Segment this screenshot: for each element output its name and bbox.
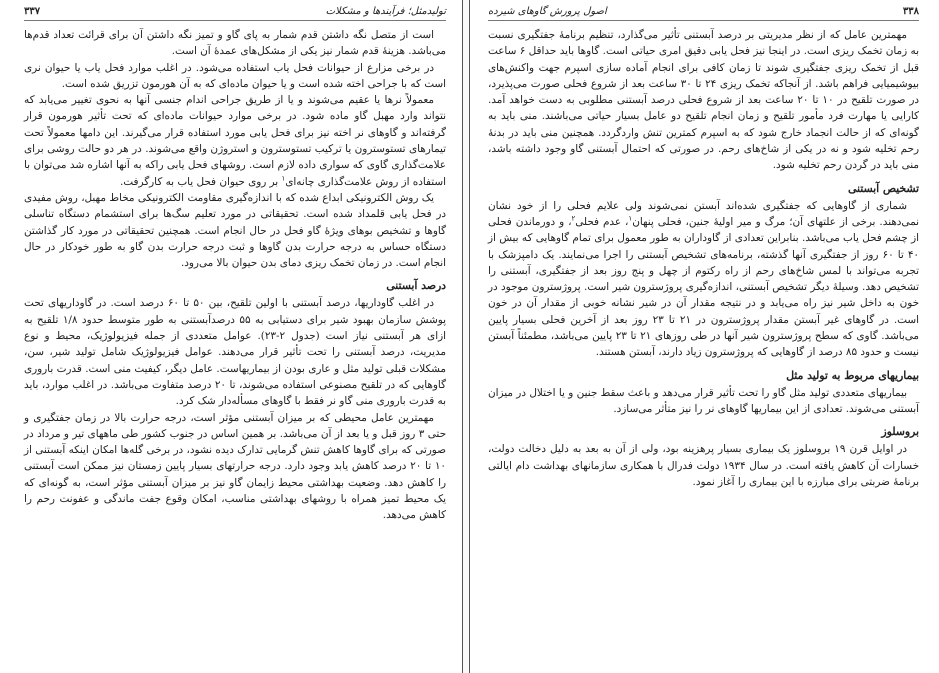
left-header-title: تولیدمثل؛ فرآیندها و مشکلات <box>325 6 446 17</box>
right-paragraph-2-part-a: شماری از گاوهایی که جفتگیری شده‌اند آبستن نمی‌شوند ولی علایم فحلی را از خود نشان نمی‌دهند. برخی از علتهای آن؛ مرگ و میر اولیهٔ جنین، فحلی پنهان <box>488 199 919 228</box>
footnote-mark-1: ۱ <box>628 214 633 223</box>
left-page-number: ۳۳۷ <box>24 6 41 17</box>
footnote-mark-2: ۲ <box>571 214 576 223</box>
left-running-head <box>24 6 446 21</box>
left-paragraph-3-part-a: معمولاً نرها یا عقیم می‌شوند و یا از طریق جراحی اندام جنسی آنها به نحوی تغییر می‌یابد که نتواند وارد مهبل گاو ماده شود. در برخی موارد حیوانات ماده‌ای که تحت تأثیر هورمون قرار گرفته‌اند و گاوهای نر اخته نیز برای فحل یابی مورد استفاده قرار می‌گیرند. این دامها معمولاً تحت تیمارهای تستوسترون یا ترکیب تستوسترون و استروژن واقع می‌شوند. در هر دو حالت روشی برای علامت‌گذاری گاوی که سواری داده لازم است. روشهای فحل یابی راکه به آنها اشاره شد می‌توان با استفاده از روش علامت‌گذاری چانه‌ای <box>24 94 446 188</box>
right-running-head <box>488 6 919 21</box>
left-paragraph-1: است از متصل نگه داشتن قدم شمار به پای گاو و تمیز نگه داشتن آن برای قرائت تعداد قدم‌ها می‌باشد. هزینهٔ قدم شمار نیز یکی از مشکل‌های عمدهٔ آن است. <box>24 29 446 58</box>
right-paragraph-2-part-b: ، عدم فحلی <box>575 215 629 228</box>
left-paragraph-5: در اغلب گاوداریها، درصد آبستنی با اولین تلقیح، بین ۵۰ تا ۶۰ درصد است. در گاوداریهای تحت پوشش سازمان بهبود شیر برای دستیابی به ۵۵ درصدآبستنی به طور متوسط حدود ۱/۸ تلقیح به ازای هر آبستنی نیاز است (جدول ۲-۲۳). عوامل متعددی از جمله فیزیولوژیک، محیط و نوع مدیریت، درصد آبستنی را تحت تأثیر قرار می‌دهند. عوامل فیزیولوژیک شامل تولید شیر، سن، مشکلات قبلی تولید مثل و عاری بودن از بیماریهاست. عامل دیگر، کیفیت منی است. قدرت باروری گاوهایی که در تلقیح مصنوعی استفاده می‌شوند، تا ۲۰ درصد متفاوت می‌باشد. در اغلب موارد، باید به قدرت باروری منی گاو نر فقط با گاوهای مسأله‌دار شک کرد. <box>24 297 447 408</box>
right-paragraph-4: در اوایل قرن ۱۹ بروسلوز یک بیماری بسیار پرهزینه بود، ولی از آن به بعد به دلیل دخالت دولت، خسارات آن کاهش یافته است. در سال ۱۹۳۴ دولت فدرال با همکاری سازمانهای بهداشت دام ایالتی برنامهٔ ضربتی برای مبارزه با این بیماری را آغاز نمود. <box>488 443 919 488</box>
right-page <box>470 0 939 673</box>
right-header-title: اصول پرورش گاوهای شیرده <box>488 6 607 17</box>
book-gutter <box>462 0 470 673</box>
right-paragraph-2-part-c: ، و دورماندن فحلی از چشم فحل یاب می‌باشد. بنابراین تعدادی از گاوداران به طور معمول برای تمام گاوهایی که بیش از ۴۰ تا ۶۰ روز از جفتگیری آنها گذشته، برنامه‌های تشخیص آبستنی را اجرا می‌نمایند. یک دامپزشک با تجربه می‌تواند با لمس شاخ‌های رحم از راه رکتوم از چهل و پنج روز بعد از جفتگیری، آبستنی را تشخیص دهد. وسیلهٔ دیگر تشخیص آبستنی، اندازه‌گیری پروژسترون شیر است. پروژسترون موجود در خون به داخل شیر نیز راه می‌یابد و در نتیجه مقدار آن در شیر نشانه خوبی از مقدار آن در خون است. در گاوهای غیر آبستن مقدار پروژسترون در ۲۱ تا ۲۳ روز بعد از آخرین فحلی بسیار پایین می‌باشد. گاوی که سطح پروژسترون شیر آنها در طی روزهای ۲۱ تا ۲۳ پایین می‌باشد، مطمئناً آبستن نیست و حدود ۸۵ درصد از گاوهایی که پروژسترون زیاد دارند، آبستن هستند. <box>488 215 919 359</box>
left-paragraph-4: یک روش الکترونیکی ابداع شده که با اندازه‌گیری مقاومت الکترونیکی مخاط مهبل، روش مفیدی در فحل یابی قلمداد شده است. تحقیقاتی در مورد تعلیم سگ‌ها برای استشمام دستگاه تناسلی گاوها و تشخیص بوهای ویژهٔ گاو فحل در حال انجام است. همچنین تحقیقاتی در مورد کار گذاشتن دستگاه حساس به درجه حرارت بدن گاوها و ثبت درجه حرارت بدن گاو به طور خودکار در حال انجام است. در زمان تخمک ریزی دمای بدن حیوان بالا می‌رود. <box>24 191 446 270</box>
heading-pregnancy-diagnosis: تشخیص آبستنی <box>847 181 919 195</box>
right-page-number: ۳۳۸ <box>902 6 919 17</box>
left-footnote-mark-1: ۱ <box>281 174 286 183</box>
right-paragraph-2 <box>488 198 919 361</box>
heading-brucellosis: بروسلوز <box>881 425 919 439</box>
left-page <box>0 0 462 673</box>
right-paragraph-1: مهمترین عامل که از نظر مدیریتی بر درصد آبستنی تأثیر می‌گذارد، تنظیم برنامهٔ جفتگیری نسبت به زمان تخمک ریزی است. در اینجا نیز فحل یابی دقیق امری حیاتی است. گاوها باید حداقل ۶ ساعت قبل از تخمک ریزی جفتگیری شوند تا زمان کافی برای انجام آماده سازی اسپرم جهت واکنش‌های بیوشیمیایی فراهم باشد. از آنجاکه تخمک ریزی ۲۴ تا ۳۰ ساعت بعد از شروع فحلی صورت می‌پذیرد، در صورت تلقیح در ۱۰ تا ۲۰ ساعت بعد از شروع فحلی درصد آبستنی مطلوبی به دست خواهد آمد. کارایی یا مهارت فرد مأمور تلقیح و زمان انجام تلقیح دو عامل بسیار حیاتی می‌باشند. منی باید به گونه‌ای که از حالت انجماد خارج شود که به اسپرم کمترین تنش واردگردد. همچنین منی باید در بدنهٔ رحم تخلیه شود و نه در یکی از شاخ‌های رحم. در صورتی که احتمال آبستنی گاو وجود داشته باشد، منی باید در گردن رحم تخلیه شود. <box>488 29 920 172</box>
left-paragraph-6: مهمترین عامل محیطی که بر میزان آبستنی مؤثر است، درجه حرارت بالا در زمان جفتگیری و حتی ۳ روز قبل و یا بعد از آن می‌باشد. بر همین اساس در جنوب کشور طی ماههای تیر و مرداد در صورتی که برای گاوها کاهش تنش گرمایی تدارک دیده نشود، در برخی گله‌ها امکان اینکه آبستنی از ۱۰ تا ۲۰ درصد کاهش یابد وجود دارد. درجه حرارتهای بسیار پایین زمستان نیز ممکن است آبستنی را کاهش دهد. وضعیت بهداشتی محیط زایمان گاو نیز بر میزان آبستنی مؤثر است، به گونه‌ای که یک محیط تمیز همراه با روشهای بهداشتی مناسب، امکان وقوع جفت ماندگی و عفونت رحم را کاهش می‌دهد. <box>24 411 447 522</box>
right-paragraph-3: بیماریهای متعددی تولید مثل گاو را تحت تأثیر قرار می‌دهد و باعث سقط جنین و یا اختلال در میزان آبستنی می‌شوند. تعدادی از این بیماریها گاوهای نر را نیز متأثر می‌سازد. <box>488 386 919 415</box>
heading-conception-rate: درصد آبستنی <box>386 279 446 293</box>
left-paragraph-3 <box>24 92 446 190</box>
left-paragraph-2: در برخی مزارع از حیوانات فحل یاب استفاده می‌شود. در اغلب موارد فحل یاب یا حیوان نری است که با جراحی اخته شده است و یا حیوان ماده‌ای که به آن هورمون تزریق شده است. <box>24 61 446 90</box>
heading-reproductive-diseases: بیماریهای مربوط به تولید مثل <box>786 368 919 382</box>
left-paragraph-3-part-b: بر روی حیوان فحل یاب به کارگرفت. <box>119 175 282 188</box>
